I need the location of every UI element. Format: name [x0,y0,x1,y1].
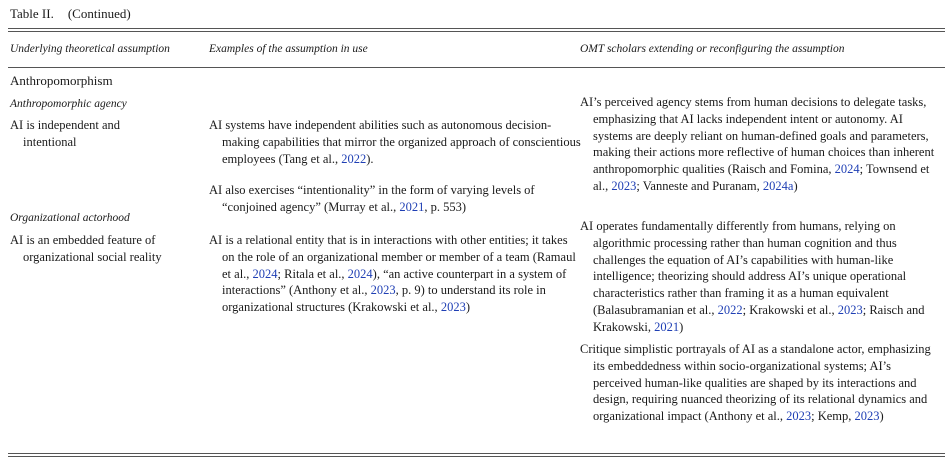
table-continued: (Continued) [67,6,131,21]
example-autonomous: AI systems have independent abilities such as autonomous decision-making capabilities that mirror the organized approach of conscientious employees (Tang et al., 2022). [209,118,581,166]
bottom-rule-double [8,456,945,457]
omt-algorithmic: AI operates fundamentally differently from humans, relying on algorithmic processing rather than human cognition and thus challenges the equation of AI’s capabilities with human-like intelligence; theorizing should address AI’s unique operational characteristics rather than framing it as a human equivalent (Balasubramanian et al., 2022; Krakowski et al., 2023; Raisch and Krakowski, 2021) [580,219,925,334]
omt-embeddedness: Critique simplistic portrayals of AI as a standalone actor, emphasizing its embeddedness within socio-organizational systems; AI’s perceived human-like qualities are shaped by its interactions and design, requiring nuanced theorizing of its relational dynamics and organizational impact (Anthony et al., 2023; Kemp, 2023) [580,342,931,424]
top-rule [8,28,945,29]
section-title: Anthropomorphism [10,73,113,88]
assumption-independent: AI is independent and intentional [10,118,121,149]
example-relational: AI is a relational entity that is in interactions with other entities; it takes on the role of an organizational member or member of a team (Ramaul et al., 2024; Ritala et al., 2024), “an active counterpart in a system of interactions” (Anthony et al., 2023, p. 9) to understand its role in organizational structures (Krakowski et al., 2023) [209,233,576,315]
assumption-embedded: AI is an embedded feature of organizational social reality [10,233,162,264]
bottom-rule [8,453,945,454]
subsection-actorhood: Organizational actorhood [10,212,130,224]
example-intentionality: AI also exercises “intentionality” in the form of varying levels of “conjoined agency” (Murray et al., 2021, p. 553) [209,183,535,214]
table-caption [10,6,131,22]
header-rule [8,67,945,68]
subsection-agency: Anthropomorphic agency [10,98,127,110]
omt-delegation: AI’s perceived agency stems from human decisions to delegate tasks, emphasizing that AI lacks independent intent or autonomy. AI systems are deeply reliant on human-defined goals and parameters, making their actions more reflective of human choices than inherent anthropomorphic qualities (Raisch and Fomina, 2024; Townsend et al., 2023; Vanneste and Puranam, 2024a) [580,95,935,193]
table-label: Table II. [10,6,54,21]
header-omt: OMT scholars extending or reconfiguring the assumption [580,43,845,55]
header-examples: Examples of the assumption in use [209,43,368,55]
top-rule-double [8,31,945,32]
header-assumption: Underlying theoretical assumption [10,43,170,55]
